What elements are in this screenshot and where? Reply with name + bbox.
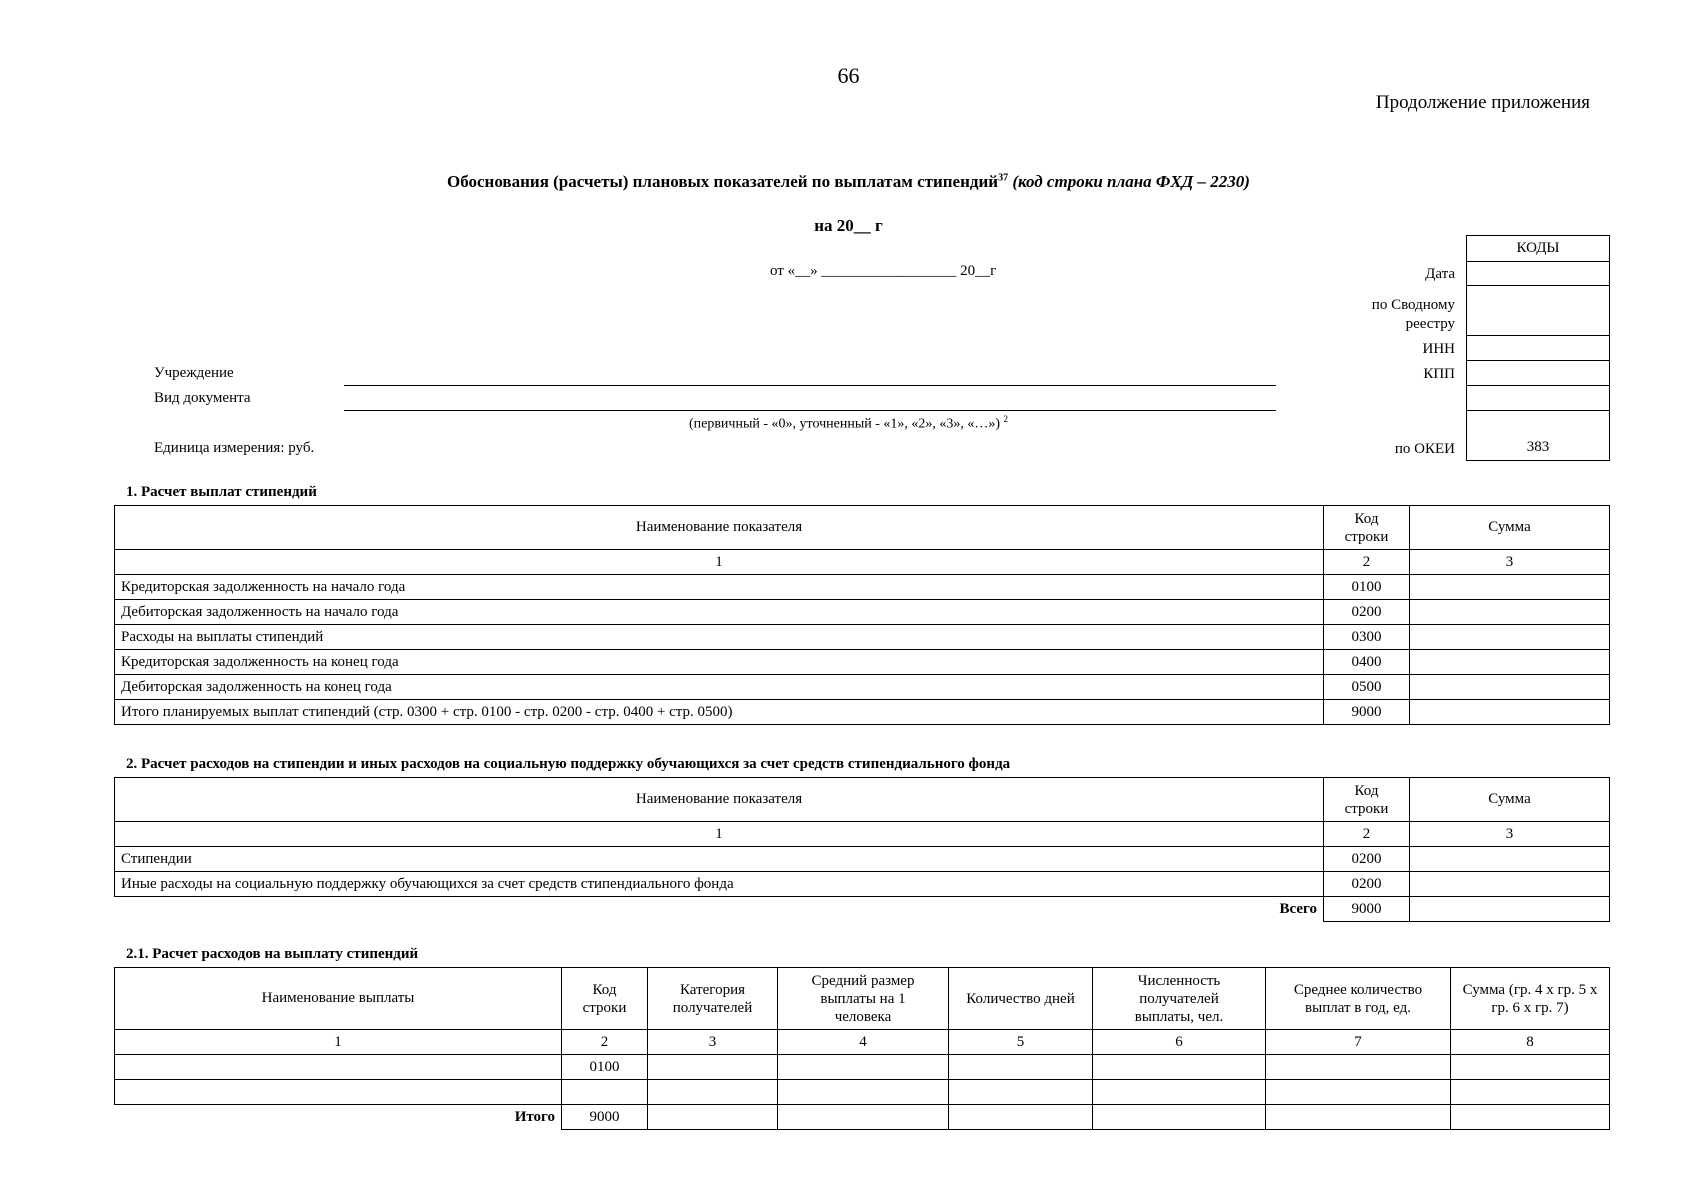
row-sum[interactable]: [1410, 650, 1610, 675]
s1-header-name: Наименование показателя: [115, 506, 1324, 550]
title-main: Обоснования (расчеты) плановых показателей по выплатам стипендий: [447, 172, 999, 191]
row-name: Дебиторская задолженность на конец года: [115, 675, 1324, 700]
table-row: [115, 700, 1610, 725]
s2-colnum: 2: [1324, 822, 1410, 847]
total-sum[interactable]: [1410, 897, 1610, 922]
row-code: [562, 1080, 648, 1105]
cell[interactable]: [648, 1080, 778, 1105]
table-row: [115, 847, 1610, 872]
total-code: 9000: [562, 1105, 648, 1130]
row-code: 0300: [1324, 625, 1410, 650]
s21-colnum: 3: [648, 1030, 778, 1055]
cell[interactable]: [1266, 1080, 1451, 1105]
title-italic: (код строки плана ФХД – 2230): [1012, 172, 1250, 191]
registry-code-cell[interactable]: [1467, 286, 1610, 336]
row-sum[interactable]: [1410, 575, 1610, 600]
row-name: Стипендии: [115, 847, 1324, 872]
section21-table: [114, 967, 1610, 1130]
total-row: [115, 897, 1610, 922]
registry-label-2: реестру: [1405, 316, 1455, 332]
s1-header-sum: Сумма: [1410, 506, 1610, 550]
cell[interactable]: [1093, 1080, 1266, 1105]
s21-header-recipients: Численность получателей выплаты, чел.: [1093, 968, 1266, 1030]
s21-header-code: Код строки: [562, 968, 648, 1030]
cell[interactable]: [1451, 1055, 1610, 1080]
s21-header-days: Количество дней: [949, 968, 1093, 1030]
s21-colnum: 6: [1093, 1030, 1266, 1055]
section2-title: 2. Расчет расходов на стипендии и иных расходов на социальную поддержку обучающихся за счет средств стипендиального фонда: [126, 756, 1011, 772]
table-row: [115, 575, 1610, 600]
cell[interactable]: [949, 1105, 1093, 1130]
institution-label: Учреждение: [154, 365, 234, 381]
s21-header-name: Наименование выплаты: [115, 968, 562, 1030]
s21-colnum: 7: [1266, 1030, 1451, 1055]
cell[interactable]: [778, 1080, 949, 1105]
unit-label: Единица измерения: руб.: [154, 440, 315, 456]
cell[interactable]: [1093, 1105, 1266, 1130]
institution-line[interactable]: [344, 385, 1276, 386]
row-code: 0200: [1324, 872, 1410, 897]
row-sum[interactable]: [1410, 675, 1610, 700]
total-code: 9000: [1324, 897, 1410, 922]
s1-header-code: Код строки: [1324, 506, 1410, 550]
cell[interactable]: [778, 1055, 949, 1080]
row-sum[interactable]: [1410, 872, 1610, 897]
cell[interactable]: [1266, 1105, 1451, 1130]
okei-code-cell: 383: [1467, 411, 1610, 461]
row-name: Кредиторская задолженность на начало года: [115, 575, 1324, 600]
s21-header-avg-count: Среднее количество выплат в год, ед.: [1266, 968, 1451, 1030]
s21-colnum: 2: [562, 1030, 648, 1055]
row-name: Дебиторская задолженность на начало года: [115, 600, 1324, 625]
row-code: 0500: [1324, 675, 1410, 700]
row-name: Кредиторская задолженность на конец года: [115, 650, 1324, 675]
s21-header-sum: Сумма (гр. 4 х гр. 5 х гр. 6 х гр. 7): [1451, 968, 1610, 1030]
registry-label-1: по Сводному: [1371, 297, 1455, 313]
document-title: [0, 172, 1697, 192]
cell[interactable]: [648, 1105, 778, 1130]
cell[interactable]: [115, 1055, 562, 1080]
row-name: Итого планируемых выплат стипендий (стр. 0300 + стр. 0100 - стр. 0200 - стр. 0400 + стр. 0500): [115, 700, 1324, 725]
s1-colnum: 3: [1410, 550, 1610, 575]
row-name: Иные расходы на социальную поддержку обучающихся за счет средств стипендиального фонда: [115, 872, 1324, 897]
kpp-label: КПП: [1423, 366, 1455, 382]
s21-colnum: 5: [949, 1030, 1093, 1055]
doc-type-note: (первичный - «0», уточненный - «1», «2», «3», «…») $^2$: [688, 414, 1009, 432]
row-sum[interactable]: [1410, 625, 1610, 650]
kpp-code-cell[interactable]: [1467, 361, 1610, 386]
s21-colnum: 1: [115, 1030, 562, 1055]
section1-title: 1. Расчет выплат стипендий: [126, 484, 317, 500]
s2-colnum: 3: [1410, 822, 1610, 847]
table-row: [115, 600, 1610, 625]
continuation-label: Продолжение приложения: [1375, 92, 1590, 113]
table-row: [115, 1080, 1610, 1105]
table-row: [115, 1055, 1610, 1080]
row-code: 0200: [1324, 847, 1410, 872]
doc-type-code-cell[interactable]: [1467, 386, 1610, 411]
s2-header-name: Наименование показателя: [115, 778, 1324, 822]
table-row: [115, 675, 1610, 700]
row-code: 0400: [1324, 650, 1410, 675]
cell[interactable]: [648, 1055, 778, 1080]
section1-table: [114, 505, 1610, 725]
row-code: 0100: [562, 1055, 648, 1080]
cell[interactable]: [1093, 1055, 1266, 1080]
s1-colnum: 2: [1324, 550, 1410, 575]
row-code: 0100: [1324, 575, 1410, 600]
date-label: Дата: [1425, 266, 1455, 282]
table-row: [115, 650, 1610, 675]
cell[interactable]: [115, 1080, 562, 1105]
s21-colnum: 4: [778, 1030, 949, 1055]
cell[interactable]: [949, 1055, 1093, 1080]
cell[interactable]: [778, 1105, 949, 1130]
year-line: на 20__ г: [814, 216, 883, 235]
doc-type-label: Вид документа: [154, 390, 251, 406]
date-code-cell[interactable]: [1467, 262, 1610, 286]
table-row: [115, 625, 1610, 650]
s21-header-avg-size: Средний размер выплаты на 1 человека: [778, 968, 949, 1030]
inn-code-cell[interactable]: [1467, 336, 1610, 361]
s2-header-code: Код строки: [1324, 778, 1410, 822]
row-sum[interactable]: [1410, 700, 1610, 725]
title-footnote: 37: [998, 172, 1009, 184]
s21-colnum: 8: [1451, 1030, 1610, 1055]
row-code: 0200: [1324, 600, 1410, 625]
inn-label: ИНН: [1422, 341, 1455, 357]
s1-colnum: 1: [115, 550, 1324, 575]
row-sum[interactable]: [1410, 600, 1610, 625]
cell[interactable]: [1266, 1055, 1451, 1080]
row-name: Расходы на выплаты стипендий: [115, 625, 1324, 650]
row-sum[interactable]: [1410, 847, 1610, 872]
cell[interactable]: [1451, 1080, 1610, 1105]
codes-header: КОДЫ: [1467, 236, 1610, 262]
total-row: [115, 1105, 1610, 1130]
s2-colnum: 1: [115, 822, 1324, 847]
section21-title: 2.1. Расчет расходов на выплату стипендий: [126, 946, 419, 962]
doc-type-line[interactable]: [344, 410, 1276, 411]
cell[interactable]: [1451, 1105, 1610, 1130]
row-code: 9000: [1324, 700, 1410, 725]
date-line: от «__» __________________ 20__г: [770, 263, 997, 279]
okei-label: по ОКЕИ: [1394, 441, 1455, 457]
table-row: [115, 872, 1610, 897]
s21-header-category: Категория получателей: [648, 968, 778, 1030]
s2-header-sum: Сумма: [1410, 778, 1610, 822]
total-label: Итого: [514, 1108, 555, 1125]
page-number: 66: [837, 63, 860, 88]
total-label: Всего: [1279, 900, 1317, 917]
cell[interactable]: [949, 1080, 1093, 1105]
section2-table: [114, 777, 1610, 922]
